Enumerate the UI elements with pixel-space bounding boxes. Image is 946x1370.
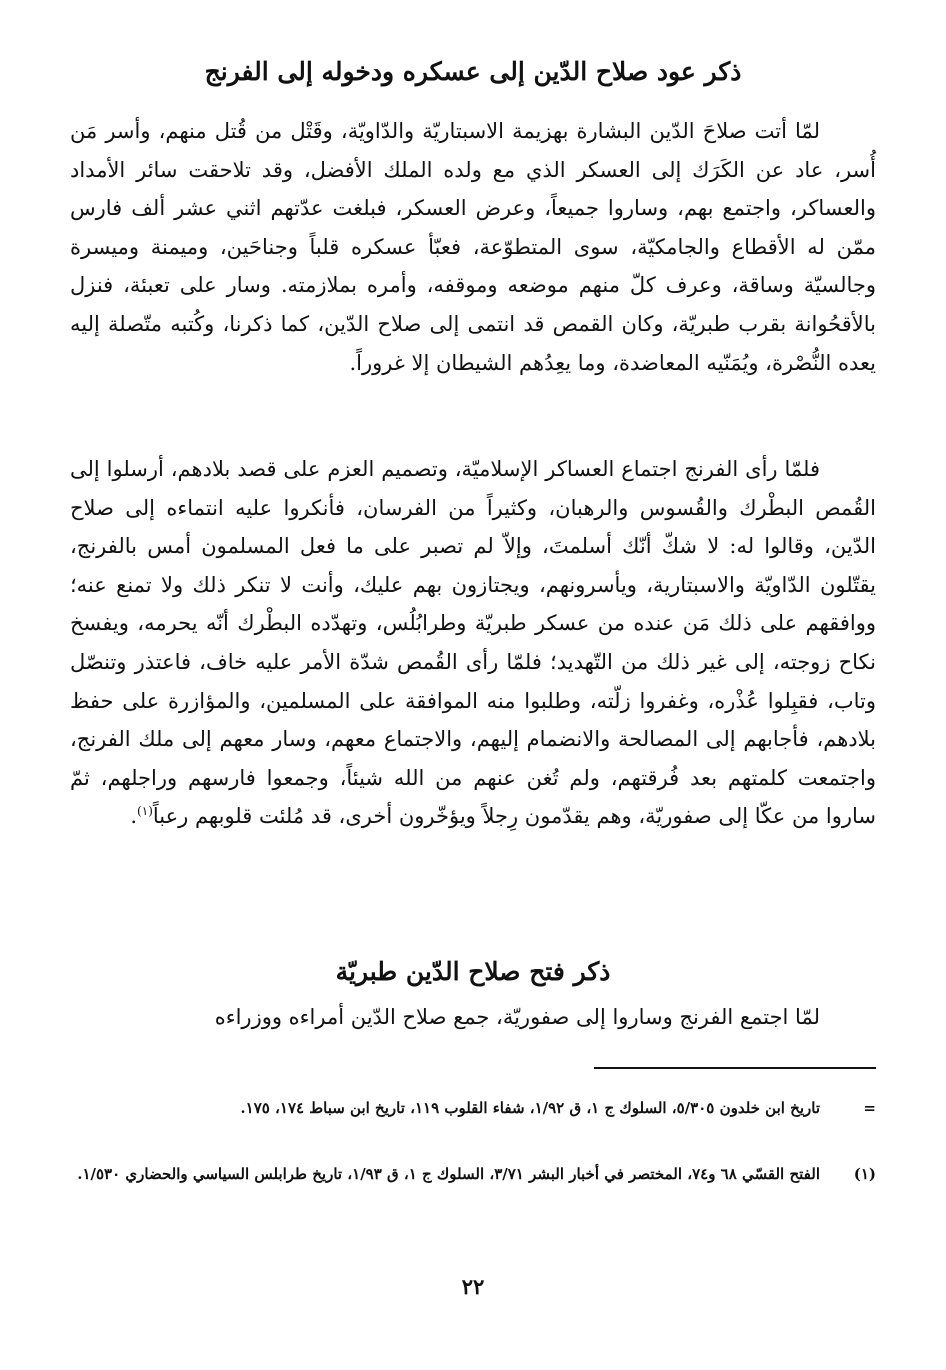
paragraph-return: لمّا أتت صلاحَ الدّين البشارة بهزيمة الاسبتاريّة والدّاويّة، وقَتْل من قُتل منهم، وأسر مَن أُسر، عاد عن الكَرَك إلى العسكر الذي مع ولده الملك الأفضل، وقد تلاحقت سائر الأمداد والعساكر، واجتمع بهم، وساروا جميعاً، وعرض العسكر، فبلغت عدّتهم اثني عشر ألف فارس ممّن له الأقطاع والجامكيّة، سوى المتطوّعة، فعبّأ عسكره قلباً وجناحَين، وميمنة وميسرة وجالسيّة وساقة، وعرف كلّ منهم موضعه وموقفه، وأمره بملازمته. وسار على تعبئة، فنزل بالأقحُوانة بقرب طبريّة، وكان القمص قد انتمى إلى صلاح الدّين، كما ذكرنا، وكُتبه متّصلة إليه يعده النُّصْرة، ويُمَنّيه المعاضدة، وما يعِدُهم الشيطان إلا غروراً. — [70, 119, 876, 375]
footnote-divider — [594, 1067, 876, 1069]
paragraph-franks-end: . — [130, 804, 138, 829]
page-number: ٢٢ — [461, 1274, 485, 1299]
footnote-ref-1: (١) — [137, 804, 153, 819]
footnote-mark: (١) — [853, 1165, 876, 1183]
footnote-text: الفتح القسّي ٦٨ و٧٤، المختصر في أخبار البشر ٣/٧١، السلوك ج ١، ق ١/٩٣، تاريخ طرابلس السياسي والحضاري ١/٥٣٠. — [77, 1165, 820, 1183]
footnote-text: تاريخ ابن خلدون ٥/٣٠٥، السلوك ج ١، ق ١/٩٢، شفاء القلوب ١١٩، تاريخ ابن سباط ١٧٤، ١٧٥. — [240, 1099, 820, 1117]
footnote-mark: = — [863, 1099, 876, 1117]
section-heading-return: ذكر عود صلاح الدّين إلى عسكره ودخوله إلى الفرنج — [204, 57, 742, 86]
footnote-1 — [70, 1160, 876, 1188]
paragraph-franks — [70, 450, 876, 836]
paragraph-tiberias: لمّا اجتمع الفرنج وساروا إلى صفوريّة، جمع صلاح الدّين أمراءه ووزراءه — [214, 1005, 820, 1029]
paragraph-franks-text: فلمّا رأى الفرنج اجتماع العساكر الإسلاميّة، وتصميم العزم على قصد بلادهم، أرسلوا إلى القُمص البطْرك والقُسوس والرهبان، وكثيراً من الفرسان، فأنكروا عليه انتماءه إلى صلاح الدّين، وقالوا له: لا شكّ أنّك أسلمتَ، وإلاّ لم تصبر على ما فعل المسلمون أمس بالفرنج، يقتّلون الدّاويّة والاسبتارية، ويأسرونهم، ويجتازون بهم عليك، وأنت لا تنكر ذلك ولا تمنع عنه؛ ووافقهم على ذلك مَن عنده من عسكر طبريّة وطرابُلُس، وتهدّده البطْرك أنّه يحرمه، ويفسخ نكاح زوجته، إلى غير ذلك من التّهديد؛ فلمّا رأى القُمص شدّة الأمر عليه خاف، فاعتذر وتنصّل وتاب، فقبِلوا عُذْره، وغفروا زلّته، وطلبوا منه الموافقة على المسلمين، والمؤازرة على حفظ بلادهم، فأجابهم إلى المصالحة والانضمام إليهم، والاجتماع معهم، وسار معهم إلى ملك الفرنج، واجتمعت كلمتهم بعد فُرقتهم، ولم تُغن عنهم من الله شيئاً، وجمعوا فارسهم وراجلهم، ثمّ ساروا من عكّا إلى صفوريّة، وهم يقدّمون رِجلاً ويؤخّرون أخرى، قد مُلئت قلوبهم رعباً — [70, 457, 876, 829]
section-heading-tiberias: ذكر فتح صلاح الدّين طبريّة — [335, 957, 611, 986]
footnote-continued — [70, 1094, 876, 1122]
